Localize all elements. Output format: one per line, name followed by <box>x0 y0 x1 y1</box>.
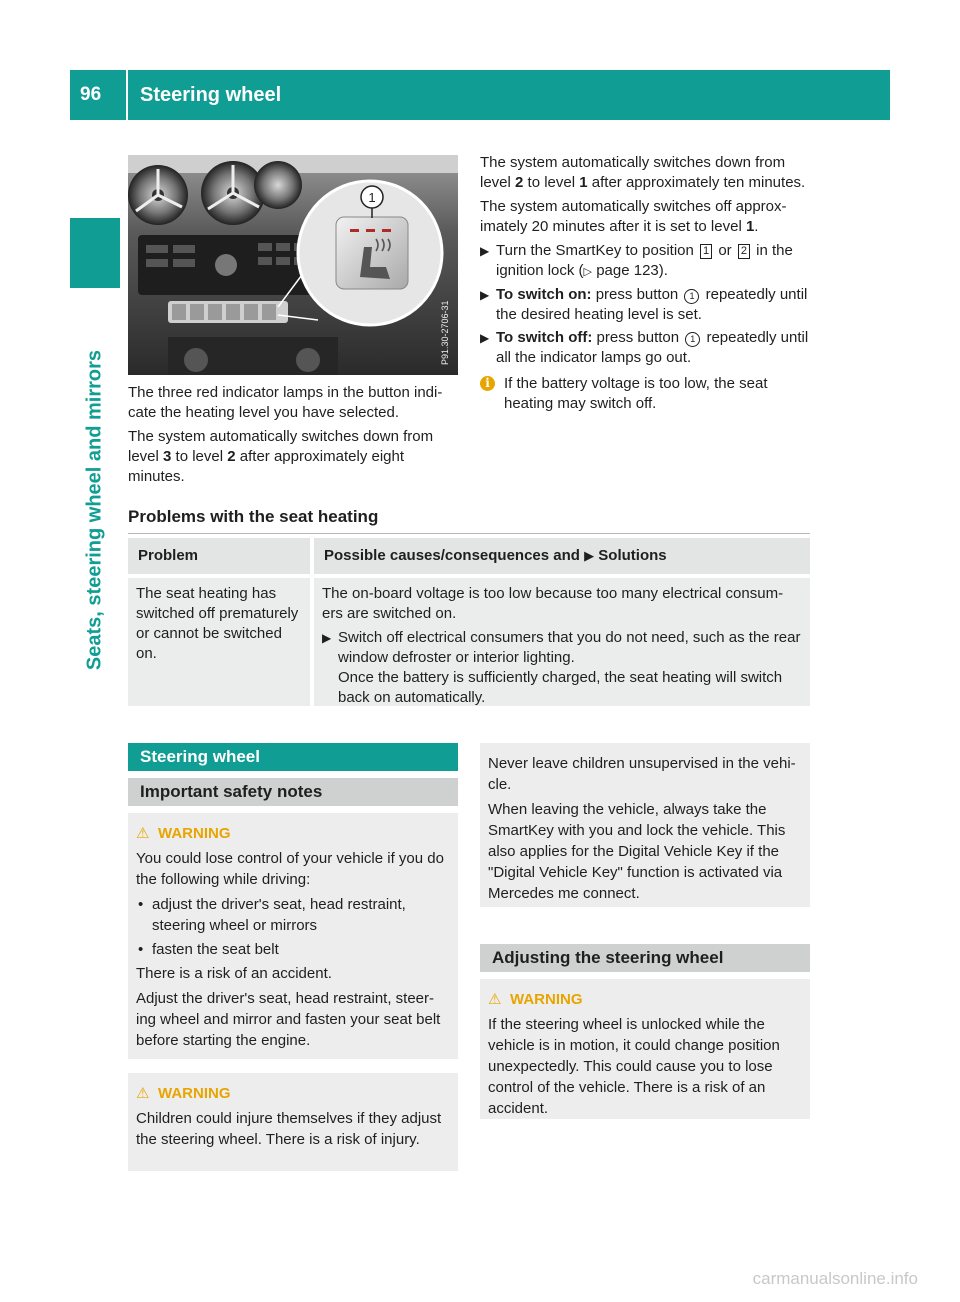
text-run: to level <box>527 174 576 191</box>
switch-off-paragraph <box>480 197 812 237</box>
subsection-safety-notes: Important safety notes <box>128 778 458 806</box>
warning-text: Children could injure themselves if they adjust the steering wheel. There is a risk of injury. <box>136 1110 442 1148</box>
warning-panel-children <box>128 1073 458 1171</box>
text-run: repeatedly until all the indicator lamps go out. <box>496 329 809 366</box>
warning-action: Adjust the driver's seat, head restraint, steer-ing wheel and mirror and fasten your seat belt before starting the engine. <box>136 990 441 1049</box>
callout-circle-icon: 1 <box>685 332 700 347</box>
table-header-problem: Problem <box>128 538 310 574</box>
level-value: 2 <box>515 174 524 191</box>
text-run: after approximately ten minutes. <box>591 174 806 191</box>
level-value: 3 <box>163 448 172 465</box>
text-run: The system automatically switches off approx-imately 20 minutes after it is set to level <box>480 198 787 235</box>
text-run: to level <box>175 448 224 465</box>
info-text: If the battery voltage is too low, the seat heating may switch off. <box>504 375 768 412</box>
step-switch-off <box>480 328 812 368</box>
bullet-icon: • <box>138 896 144 913</box>
page-header <box>70 70 890 120</box>
warning-label: WARNING <box>158 825 231 842</box>
note-text: Never leave children unsupervised in the vehi-cle. <box>488 755 796 793</box>
text-run: adjust the driver's seat, head restraint, steering wheel or mirrors <box>152 896 406 934</box>
text-run: repeatedly until the desired heating level is set. <box>496 286 808 323</box>
left-column-text <box>128 383 458 491</box>
page-reference-link[interactable]: page 123). <box>596 262 668 279</box>
text-run: Possible causes/consequences and <box>324 547 580 564</box>
text-run: fasten the seat belt <box>152 941 279 958</box>
chapter-tab-marker <box>70 218 120 288</box>
cause-text: The on-board voltage is too low because too many electrical consum-ers are switched on. <box>322 585 784 622</box>
text-run: in the ignition lock ( <box>496 242 793 279</box>
warning-heading <box>488 989 802 1010</box>
key-position-1-icon: 1 <box>700 244 712 259</box>
problems-table <box>128 538 810 706</box>
page-number: 96 <box>80 84 102 105</box>
note-panel-children <box>480 743 810 907</box>
text-run: . <box>754 218 759 235</box>
table-cell-causes <box>314 578 810 706</box>
table-header-causes <box>314 538 810 574</box>
text-run: Switch off electrical consumers that you do not need, such as the rear window defroster or interior lighting. <box>338 629 801 666</box>
warning-panel-unlocked <box>480 979 810 1119</box>
warning-label: WARNING <box>158 1085 231 1102</box>
table-cell-problem: The seat heating has switched off prematurely or cannot be switched on. <box>128 578 310 706</box>
text-run: Once the battery is sufficiently charged, the seat heating will switch back on automatically. <box>338 669 783 706</box>
switch-down-paragraph-right <box>480 153 812 193</box>
warning-label: WARNING <box>510 991 583 1008</box>
header-divider <box>126 70 128 120</box>
warning-bullet <box>136 894 450 936</box>
text-run: The system automatically switches down from level <box>480 154 786 191</box>
solution-step <box>322 628 802 708</box>
level-value: 2 <box>227 448 236 465</box>
warning-triangle-icon: ⚠ <box>488 991 502 1008</box>
step-arrow-icon: ▶ <box>322 631 332 645</box>
step-arrow-icon: ▶ <box>480 244 490 258</box>
chapter-side-text: Seats, steering wheel and mirrors <box>83 349 106 671</box>
warning-intro: You could lose control of your vehicle if you do the following while driving: <box>136 850 444 888</box>
watermark <box>0 1268 960 1289</box>
step-label: To switch off: <box>496 329 593 346</box>
chapter-side-label <box>70 300 120 720</box>
info-icon: i <box>480 376 495 391</box>
level-value: 1 <box>579 174 588 191</box>
switch-down-paragraph-left <box>128 427 458 487</box>
warning-triangle-icon: ⚠ <box>136 825 150 842</box>
text-run: Turn the SmartKey to position <box>496 242 694 259</box>
step-turn-key <box>480 241 812 282</box>
note-text: When leaving the vehicle, always take the SmartKey with you and lock the vehicle. This also applies for the Digital Vehicle Key if the "Digital Vehicle Key" function is activated via Mercedes me connect. <box>488 801 786 902</box>
warning-bullet <box>136 939 450 960</box>
key-position-2-icon: 2 <box>738 244 750 259</box>
warning-text: If the steering wheel is unlocked while the vehicle is in motion, it could change position unexpectedly. This could cause you to lose control of the vehicle. There is a risk of an accident. <box>488 1016 780 1117</box>
warning-triangle-icon: ⚠ <box>136 1085 150 1102</box>
step-switch-on <box>480 285 812 325</box>
step-arrow-icon: ▶ <box>480 288 490 302</box>
text-run: The system automatically switches down from level <box>128 428 434 465</box>
text-run: or <box>718 242 732 259</box>
watermark-text: carmanualsonline.info <box>752 1269 918 1288</box>
problems-heading: Problems with the seat heating <box>128 505 810 534</box>
warning-heading <box>136 1083 450 1104</box>
info-note <box>480 374 812 414</box>
page-reference-icon: ▷ <box>583 266 593 278</box>
warning-panel-driving <box>128 813 458 1059</box>
bullet-icon: • <box>138 941 144 958</box>
subsection-adjusting-steering: Adjusting the steering wheel <box>480 944 810 972</box>
text-run: press button <box>595 286 679 303</box>
text-run: after approximately eight minutes. <box>128 448 405 485</box>
warning-heading <box>136 823 450 844</box>
warning-risk: There is a risk of an accident. <box>136 965 332 982</box>
section-steering-wheel: Steering wheel <box>128 743 458 771</box>
photo-reference-code: P91.30-2706-31 <box>440 300 450 365</box>
text-run: Solutions <box>598 547 667 564</box>
indicator-lamps-paragraph: The three red indicator lamps in the button indi-cate the heating level you have selected. <box>128 384 443 421</box>
step-label: To switch on: <box>496 286 592 303</box>
solution-arrow-icon: ▶ <box>584 548 595 563</box>
seat-heating-button-photo <box>128 155 458 375</box>
photo-callout-number: 1 <box>368 190 376 205</box>
level-value: 1 <box>745 218 755 235</box>
step-arrow-icon: ▶ <box>480 331 490 345</box>
callout-circle-icon: 1 <box>684 289 699 304</box>
text-run: press button <box>596 329 680 346</box>
page-title: Steering wheel <box>140 84 282 106</box>
right-column-text <box>480 153 812 417</box>
